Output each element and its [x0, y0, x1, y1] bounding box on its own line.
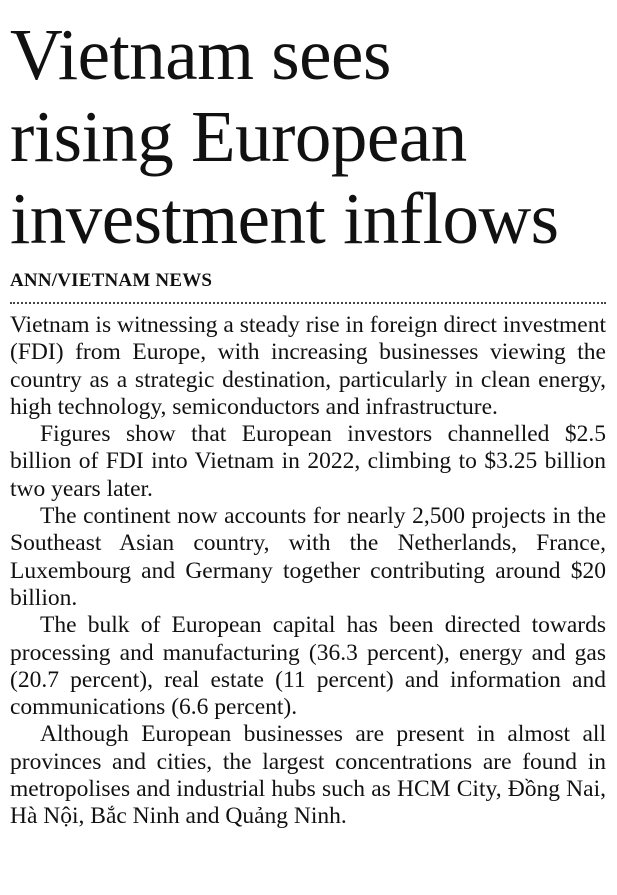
- paragraph-4: The bulk of European capital has been directed towards processing and manufacturing (36.3 percent), energy and gas (20.7 percent), real estate (11 percent) and information and communications (6.6 percent).: [10, 612, 606, 721]
- paragraph-5: Although European businesses are present in almost all provinces and cities, the largest concentrations are found in metropolises and industrial hubs such as HCM City, Đồng Nai, Hà Nội, Bắc Ninh and Quảng Ninh.: [10, 721, 606, 830]
- news-article: [10, 14, 606, 831]
- byline: ANN/VIETNAM NEWS: [10, 270, 213, 291]
- headline-line-2: rising European: [10, 96, 467, 177]
- article-body: [10, 312, 606, 831]
- headline: [10, 14, 606, 260]
- headline-line-3: investment inflows: [10, 178, 559, 259]
- dotted-divider: [10, 302, 606, 304]
- paragraph-1: Vietnam is witnessing a steady rise in foreign direct investment (FDI) from Europe, with increasing businesses viewing the country as a strategic destination, particularly in clean energy, high technology, semiconductors and infrastructure.: [10, 312, 606, 420]
- paragraph-2: Figures show that European investors channelled $2.5 billion of FDI into Vietnam in 2022, climbing to $3.25 billion two years later.: [10, 421, 606, 502]
- paragraph-3: The continent now accounts for nearly 2,500 projects in the Southeast Asian country, with the Netherlands, France, Luxembourg and Germany together contributing around $20 billion.: [10, 503, 606, 611]
- headline-line-1: Vietnam sees: [10, 14, 391, 95]
